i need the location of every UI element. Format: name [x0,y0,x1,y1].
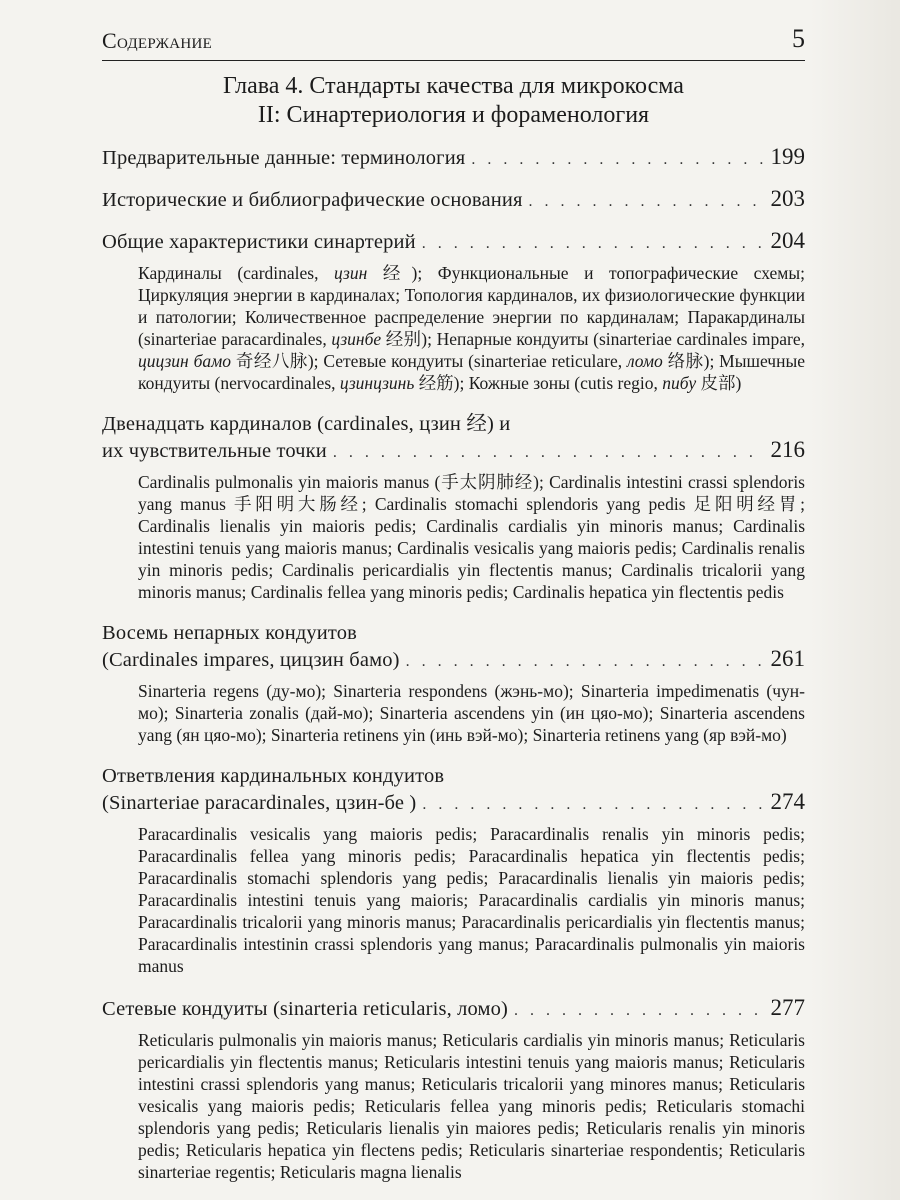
toc-entry-title: Ответвления кардинальных кондуитов [102,765,445,787]
toc-entry-page: 216 [770,437,805,462]
toc-entry-subtopics: Paracardinalis vesicalis yang maioris pedis; Paracardinalis renalis yin minoris pedis; Paracardinalis fellea yang minoris pedis; Paracardinalis hepatica yin flectentis pedis; Paracardinalis stomachi splendoris yang pedis; Paracardinalis lienalis yin maioris pedis; Paracardinalis intestini tenuis yang maioris; Paracardinalis cardialis yin minoris manus; Paracardinalis tricalorii yang minoris manus; Paracardinalis pericardialis yin flectentis manus; Paracardinalis intestinin crassi splendoris yang manus; Paracardinalis pulmonalis yin maioris manus [138,824,805,976]
toc-entry-page: 203 [770,186,805,211]
dot-leader [406,649,765,674]
page-edge-shadow [810,0,900,1200]
toc-entry-title-cont: их чувствительные точки [102,440,327,462]
toc-entry[interactable] [102,186,805,214]
dot-leader [471,147,764,172]
chapter-title-line2: II: Синартериология и фораменология [257,102,650,128]
toc-entry-title: Восемь непарных кондуитов [102,622,357,644]
toc-entry-subtopics: Reticularis pulmonalis yin maioris manus; Reticularis cardialis yin minoris manus; Reticularis pericardialis yin flectentis manus; Reticularis intestini tenuis yang maioris manus; Reticularis intestini crassi splendoris yang manus; Reticularis tricalorii yang minores manus; Reticularis vesicalis yang maioris pedis; Reticularis fellea yang minoris pedis; Reticularis stomachi splendoris yang pedis; Reticularis lienalis yin maiores pedis; Reticularis renalis yin minoris pedis; Reticularis hepatica yin flectens pedis; Reticularis sinarteriae respondentis; Reticularis sinarteriae regentis; Reticularis magna lienalis [138,1030,805,1182]
toc-entry-title: Предварительные данные: терминология [102,147,466,169]
toc-entry-page: 199 [770,144,805,169]
toc-entry-title-cont: (Sinarteriae paracardinales, цзин-бе ) [102,792,417,814]
toc-entry-subtopics: Sinarteria regens (ду-мо); Sinarteria respondens (жэнь-мо); Sinarteria impedimenatis (чун-мо); Sinarteria zonalis (дай-мо); Sinarteria ascendens yin (ин цяо-мо); Sinarteria ascendens yang (ян цяо-мо); Sinarteria retinens yin (инь вэй-мо); Sinarteria retinens yang (яр вэй-мо) [138,681,805,745]
toc-entry-title: Общие характеристики синартерий [102,231,416,253]
table-of-contents [102,72,805,1183]
toc-entry-title: Исторические и библиографические основания [102,189,523,211]
dot-leader [333,440,765,465]
toc-entry-page: 204 [770,228,805,253]
toc-entry[interactable] [102,621,805,674]
toc-entry[interactable] [102,228,805,256]
toc-entry[interactable] [102,412,805,465]
chapter-title [102,72,805,130]
toc-entry-page: 274 [770,789,805,814]
toc-entry-subtopics: Кардиналы (cardinales, цзин 经); Функциональные и топографические схемы; Циркуляция энергии в кардиналах; Топология кардиналов, их физиологические функции и патологии; Количественное распределение энергии по кардиналам; Паракардиналы (sinarteriae paracardinales, цзинбе 经别); Непарные кондуиты (sinarteriae cardinales impare, цицзин бамо 奇经八脉); Сетевые кондуиты (sinarteriae reticulare, ломо 络脉); Мышечные кондуиты (nervocardinales, цзинцзинь 经筋); Кожные зоны (cutis regio, пибу 皮部) [138,263,805,393]
toc-entry-subtopics: Cardinalis pulmonalis yin maioris manus (手太阴肺经); Cardinalis intestini crassi splendoris yang manus 手阳明大肠经; Cardinalis stomachi splendoris yang pedis 足阳明经胃; Cardinalis lienalis yin maioris pedis; Cardinalis cardialis yin minoris manus; Cardinalis intestini tenuis yang maioris manus; Cardinalis vesicalis yang maioris pedis; Cardinalis renalis yin minoris pedis; Cardinalis pericardialis yin flectentis manus; Cardinalis tricalorii yang minoris manus; Cardinalis fellea yang minoris pedis; Cardinalis hepatica yin flectentis pedis [138,472,805,602]
dot-leader [422,231,765,256]
toc-entry-page: 277 [770,995,805,1020]
header-page-number: 5 [792,24,805,53]
chapter-title-line1: Глава 4. Стандарты качества для микрокосма [223,73,684,99]
toc-entry-page: 261 [770,646,805,671]
toc-entry[interactable] [102,995,805,1023]
dot-leader [514,998,764,1023]
toc-entry[interactable] [102,144,805,172]
dot-leader [529,189,765,214]
running-header [102,26,805,61]
toc-entry-title: Двенадцать кардиналов (cardinales, цзин 经) и [102,413,511,435]
toc-entry-title: Сетевые кондуиты (sinarteria reticularis, ломо) [102,998,509,1020]
header-section-title: Содержание [102,28,213,53]
toc-entry[interactable] [102,764,805,817]
dot-leader [422,792,764,817]
toc-entry-title-cont: (Cardinales impares, цицзин бамо) [102,649,400,671]
